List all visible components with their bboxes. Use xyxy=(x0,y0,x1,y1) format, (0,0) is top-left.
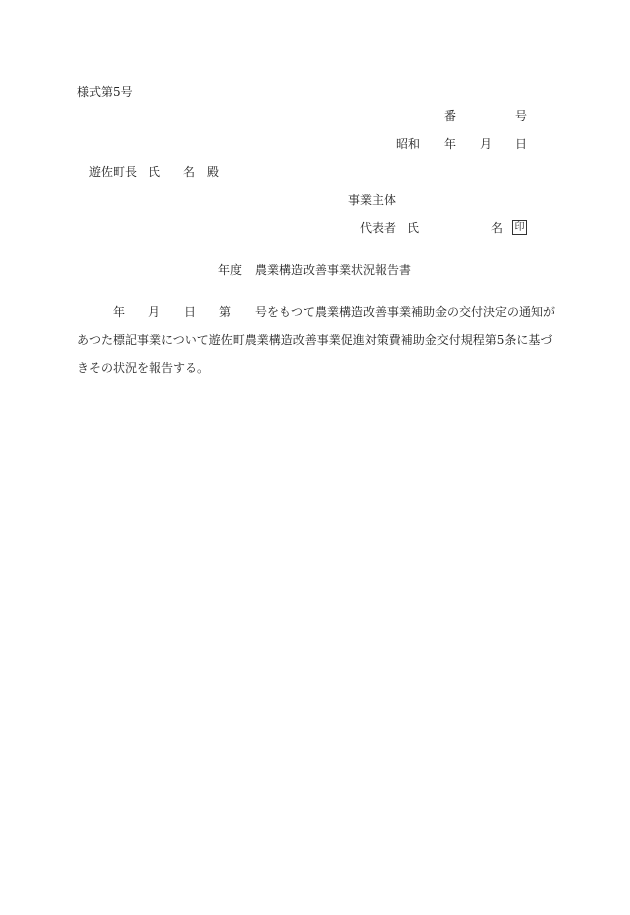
number-label-ban: 番 xyxy=(444,109,457,123)
date-year: 年 xyxy=(444,137,457,151)
body-line1-year: 年 xyxy=(113,305,126,319)
report-title-nendo: 年度 xyxy=(218,263,243,277)
addressee-shi: 氏 xyxy=(148,165,161,179)
date-month: 月 xyxy=(480,137,493,151)
representative-label: 代表者 xyxy=(360,221,397,235)
body-line1-month: 月 xyxy=(148,305,161,319)
body-line2: あつた標記事業について遊佐町農業構造改善事業促進対策費補助金交付規程第5条に基づ xyxy=(77,333,553,347)
addressee-mei: 名 xyxy=(183,165,196,179)
representative-mei: 名 xyxy=(491,221,504,235)
addressee-title: 遊佐町長 xyxy=(89,165,138,179)
report-title: 農業構造改善事業状況報告書 xyxy=(255,263,412,277)
body-line1-day: 日 xyxy=(184,305,197,319)
representative-shi: 氏 xyxy=(407,221,420,235)
addressee-dono: 殿 xyxy=(207,165,220,179)
body-line1-text: 号をもつて農業構造改善事業補助金の交付決定の通知が xyxy=(255,305,556,319)
body-line1-dai: 第 xyxy=(219,305,232,319)
form-number: 様式第5号 xyxy=(77,85,133,99)
body-line3: きその状況を報告する。 xyxy=(77,361,210,375)
number-label-go: 号 xyxy=(515,109,528,123)
business-entity-label: 事業主体 xyxy=(348,193,397,207)
date-day: 日 xyxy=(515,137,528,151)
seal-stamp-box: 印 xyxy=(512,220,527,235)
date-era: 昭和 xyxy=(396,137,421,151)
